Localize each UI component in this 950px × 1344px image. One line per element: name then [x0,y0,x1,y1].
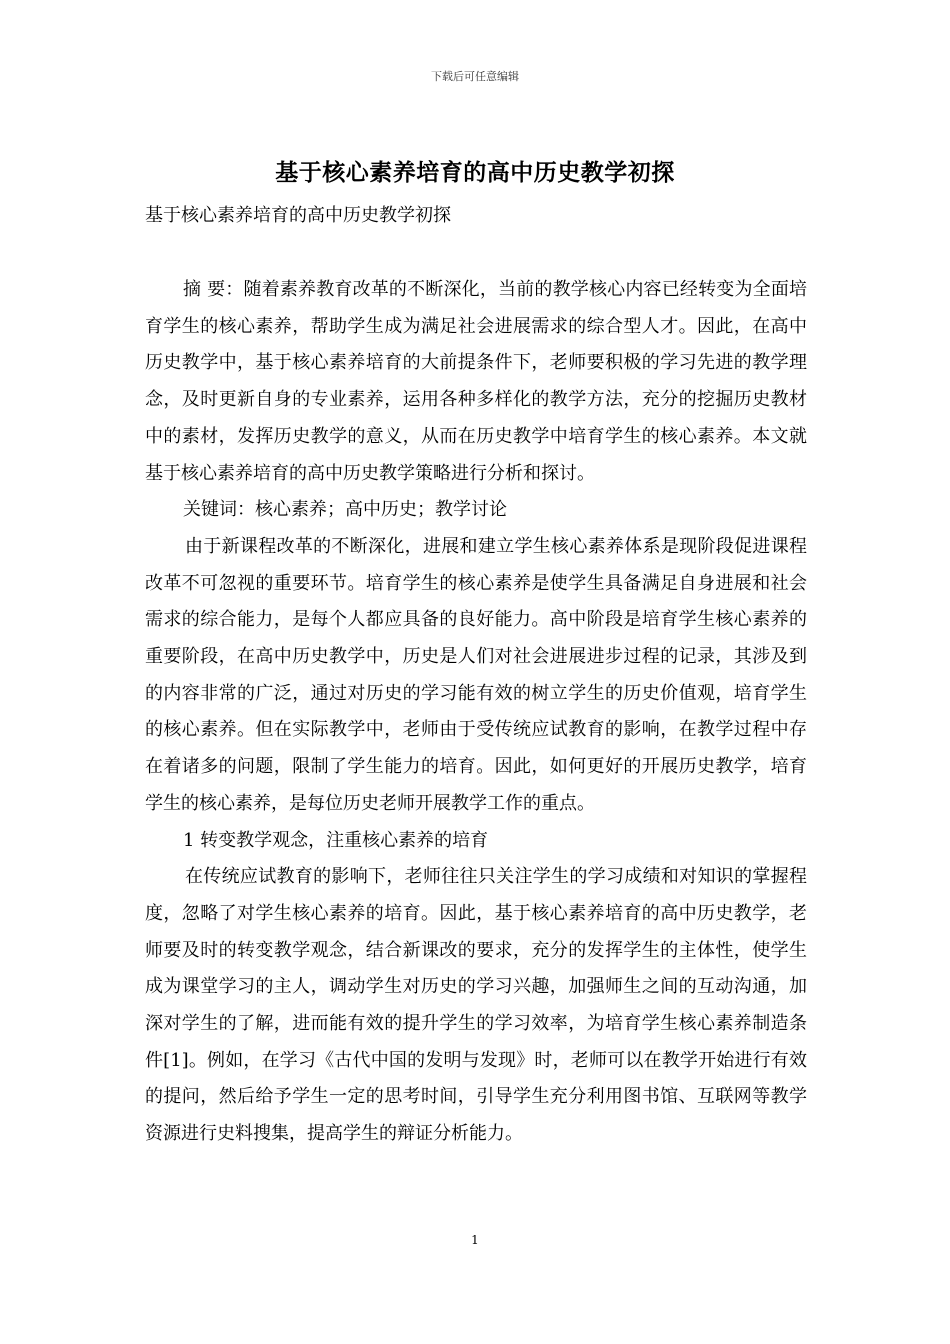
page-number: 1 [471,1233,479,1247]
section-paragraph: 在传统应试教育的影响下，老师往往只关注学生的学习成绩和对知识的掌握程度，忽略了对学生核心素养的培育。因此，基于核心素养培育的高中历史教学，老师要及时的转变教学观念，结合新课改的要求，充分的发挥学生的主体性，使学生成为课堂学习的主人，调动学生对历史的学习兴趣，加强师生之间的互动沟通，加深对学生的了解，进而能有效的提升学生的学习效率，为培育学生核心素养制造条件[1]。例如，在学习《古代中国的发明与发现》时，老师可以在教学开始进行有效的提问，然后给予学生一定的思考时间，引导学生充分利用图书馆、互联网等教学资源进行史料搜集，提高学生的辩证分析能力。 [145,866,807,1145]
abstract-paragraph: 摘 要：随着素养教育改革的不断深化，当前的教学核心内容已经转变为全面培育学生的核心素养，帮助学生成为满足社会进展需求的综合型人才。因此，在高中历史教学中，基于核心素养培育的大前提条件下，老师要积极的学习先进的教学理念，及时更新自身的专业素养，运用各种多样化的教学方法，充分的挖掘历史教材中的素材，发挥历史教学的意义，从而在历史教学中培育学生的核心素养。本文就基于核心素养培育的高中历史教学策略进行分析和探讨。 [145,279,807,484]
document-subtitle: 基于核心素养培育的高中历史教学初探 [145,205,451,226]
document-body [145,272,807,1153]
section-heading: 1 转变教学观念，注重核心素养的培育 [183,829,489,851]
intro-paragraph: 由于新课程改革的不断深化，进展和建立学生核心素养体系是现阶段促进课程改革不可忽视的重要环节。培育学生的核心素养是使学生具备满足自身进展和社会需求的综合能力，是每个人都应具备的良好能力。高中阶段是培育学生核心素养的重要阶段，在高中历史教学中，历史是人们对社会进展进步过程的记录，其涉及到的内容非常的广泛，通过对历史的学习能有效的树立学生的历史价值观，培育学生的核心素养。但在实际教学中，老师由于受传统应试教育的影响，在教学过程中存在着诸多的问题，限制了学生能力的培育。因此，如何更好的开展历史教学，培育学生的核心素养，是每位历史老师开展教学工作的重点。 [145,535,807,814]
document-title: 基于核心素养培育的高中历史教学初探 [275,159,675,186]
header-note: 下载后可任意编辑 [431,70,519,83]
keywords-line: 关键词：核心素养；高中历史；教学讨论 [183,499,507,521]
